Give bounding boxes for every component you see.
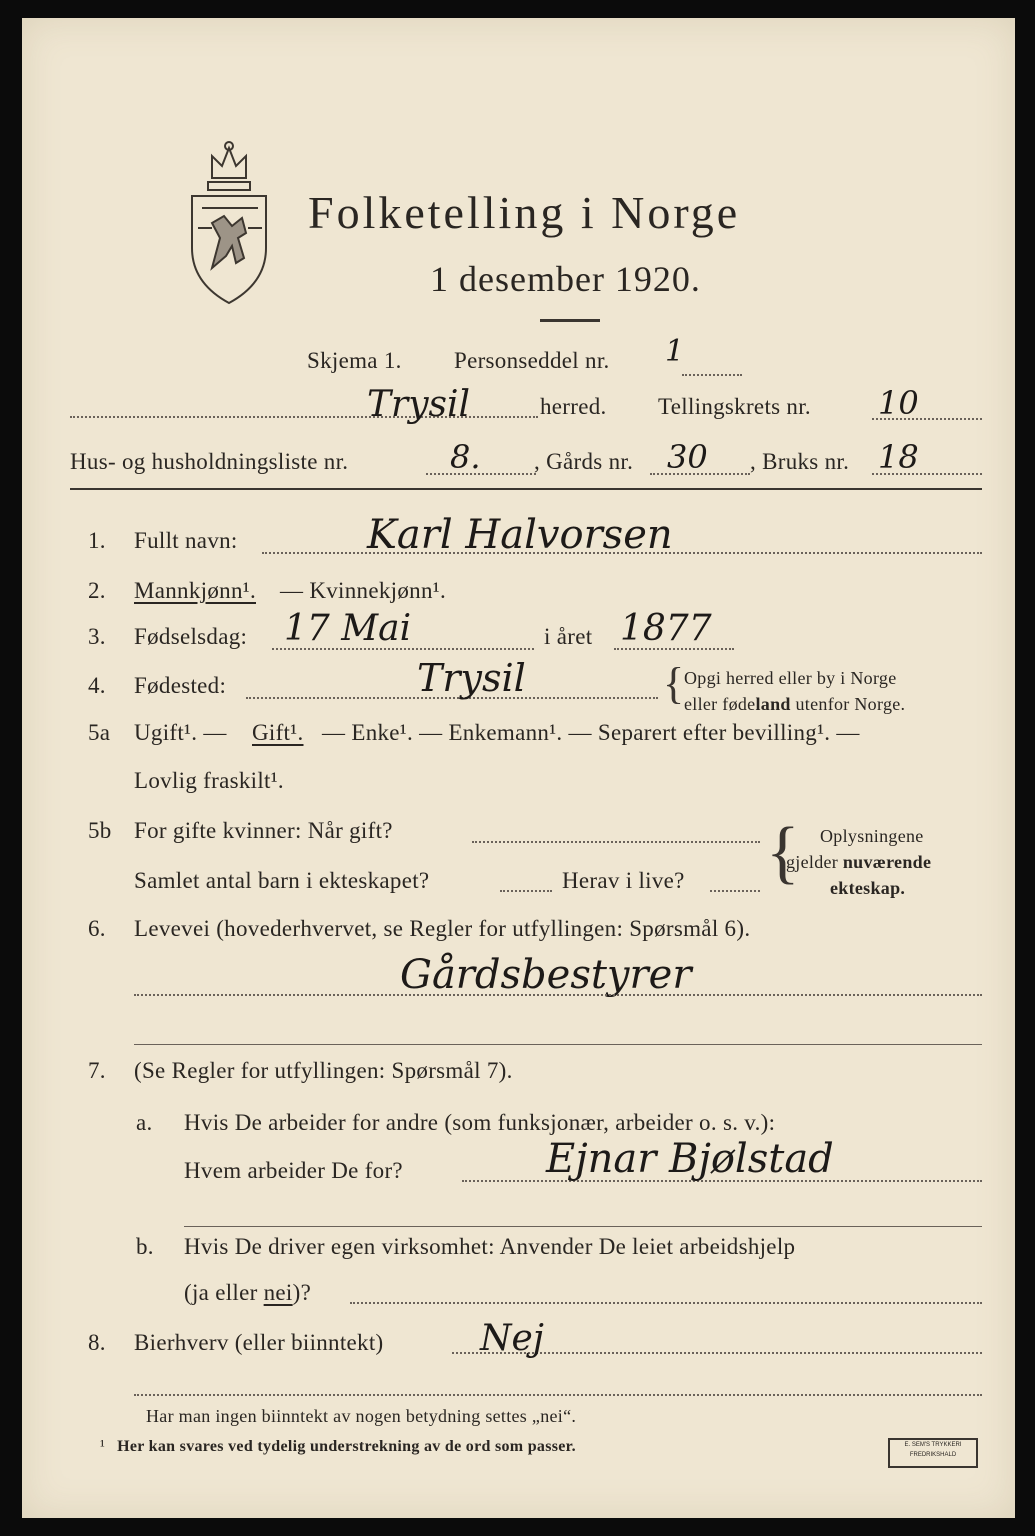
q4-note-line1: Opgi herred eller by i Norge [684, 668, 897, 688]
hus-value: 8. [450, 438, 481, 476]
q6-dots [134, 994, 982, 996]
q3-year-value: 1877 [620, 608, 712, 649]
q5b-line2-children: Samlet antal barn i ekteskapet? [134, 868, 430, 893]
census-date: 1 desember 1920. [430, 259, 701, 299]
q7a-value: Ejnar Bjølstad [546, 1136, 834, 1182]
q5b-note-line2: gjelder nuværende [786, 852, 932, 872]
herred-value: Trysil [367, 384, 471, 425]
title-divider [540, 319, 600, 322]
personseddel-label: Personseddel nr. [454, 348, 610, 373]
tellingskrets-dots [872, 418, 982, 420]
q3-year-label: i året [544, 624, 593, 649]
q8-note: Har man ingen biinntekt av nogen betydning settes „nei“. [146, 1406, 577, 1426]
q7b-letter: b. [136, 1234, 154, 1259]
bruks-label: , Bruks nr. [750, 449, 850, 474]
q7a-rule [184, 1226, 982, 1227]
q7b-text: Hvis De driver egen virksomhet: Anvender De leiet arbeidshjelp [184, 1234, 796, 1259]
q7-label: (Se Regler for utfyllingen: Spørsmål 7). [134, 1058, 513, 1083]
q6-value: Gårdsbestyrer [400, 952, 692, 998]
q3-label: Fødselsdag: [134, 624, 248, 649]
bruks-value: 18 [878, 438, 919, 476]
q5b-number: 5b [88, 818, 112, 843]
q4-brace: { [663, 659, 685, 708]
q2-mannkjonn: Mannkjønn¹. [134, 578, 256, 603]
q5a-ugift: Ugift¹. — [134, 720, 227, 745]
q1-number: 1. [88, 528, 106, 553]
coat-of-arms-icon [182, 138, 277, 308]
hus-dots [426, 473, 536, 475]
personseddel-value: 1 [665, 334, 685, 369]
personseddel-dots [682, 374, 742, 376]
gards-dots [650, 473, 750, 475]
q7b-dots [350, 1302, 982, 1304]
q8-label: Bierhverv (eller biinntekt) [134, 1330, 384, 1355]
q7-number: 7. [88, 1058, 106, 1083]
q5b-line2-alive: Herav i live? [562, 868, 685, 893]
hus-label: Hus- og husholdningsliste nr. [70, 449, 349, 474]
q2-number: 2. [88, 578, 106, 603]
q6-label: Levevei (hovederhvervet, se Regler for utfyllingen: Spørsmål 6). [134, 916, 751, 941]
q4-number: 4. [88, 673, 106, 698]
printer-stamp: E. SEM'S TRYKKERI FREDRIKSHALD [888, 1438, 978, 1468]
q3-number: 3. [88, 624, 106, 649]
q5a-number: 5a [88, 720, 111, 745]
q7a-text: Hvis De arbeider for andre (som funksjonær, arbeider o. s. v.): [184, 1110, 776, 1135]
footnote: ¹ Her kan svares ved tydelig understrekning av de ord som passer. [100, 1438, 576, 1455]
q6-number: 6. [88, 916, 106, 941]
q6-rule [134, 1044, 982, 1045]
q5b-note-line1: Oplysningene [820, 826, 924, 846]
q8-number: 8. [88, 1330, 106, 1355]
q7a-letter: a. [136, 1110, 153, 1135]
q5b-dots1 [472, 841, 760, 843]
tellingskrets-label: Tellingskrets nr. [658, 394, 811, 419]
tellingskrets-value: 10 [878, 384, 919, 422]
q7a-question: Hvem arbeider De for? [184, 1158, 403, 1183]
herred-label: herred. [540, 394, 607, 419]
q2-kvinnekjonn: — Kvinnekjønn¹. [280, 578, 446, 603]
q5b-brace: { [766, 814, 800, 891]
header-rule [70, 488, 982, 490]
q5b-dots2 [500, 890, 552, 892]
q4-value: Trysil [417, 656, 526, 700]
skjema-label: Skjema 1. [307, 348, 402, 373]
q5a-rest: — Enke¹. — Enkemann¹. — Separert efter bevilling¹. — [322, 720, 860, 745]
gards-label: , Gårds nr. [534, 449, 634, 474]
q7b-question: (ja eller nei)? [184, 1280, 312, 1305]
q5b-line1: For gifte kvinner: Når gift? [134, 818, 393, 843]
q4-label: Fødested: [134, 673, 227, 698]
q1-value: Karl Halvorsen [367, 512, 673, 558]
census-form [22, 18, 1015, 1518]
q3-value: 17 Mai [284, 608, 412, 649]
q8-value: Nej [480, 1318, 544, 1359]
q5a-line2: Lovlig fraskilt¹. [134, 768, 284, 793]
q4-note-line2: eller fødeland utenfor Norge. [684, 694, 906, 714]
q5b-dots3 [710, 890, 760, 892]
q8-dots2 [134, 1394, 982, 1396]
form-title: Folketelling i Norge [308, 187, 741, 238]
q5a-gift: Gift¹. [252, 720, 304, 745]
q5b-note-line3: ekteskap. [830, 878, 906, 898]
q1-label: Fullt navn: [134, 528, 238, 553]
bruks-dots [872, 473, 982, 475]
gards-value: 30 [667, 438, 708, 476]
